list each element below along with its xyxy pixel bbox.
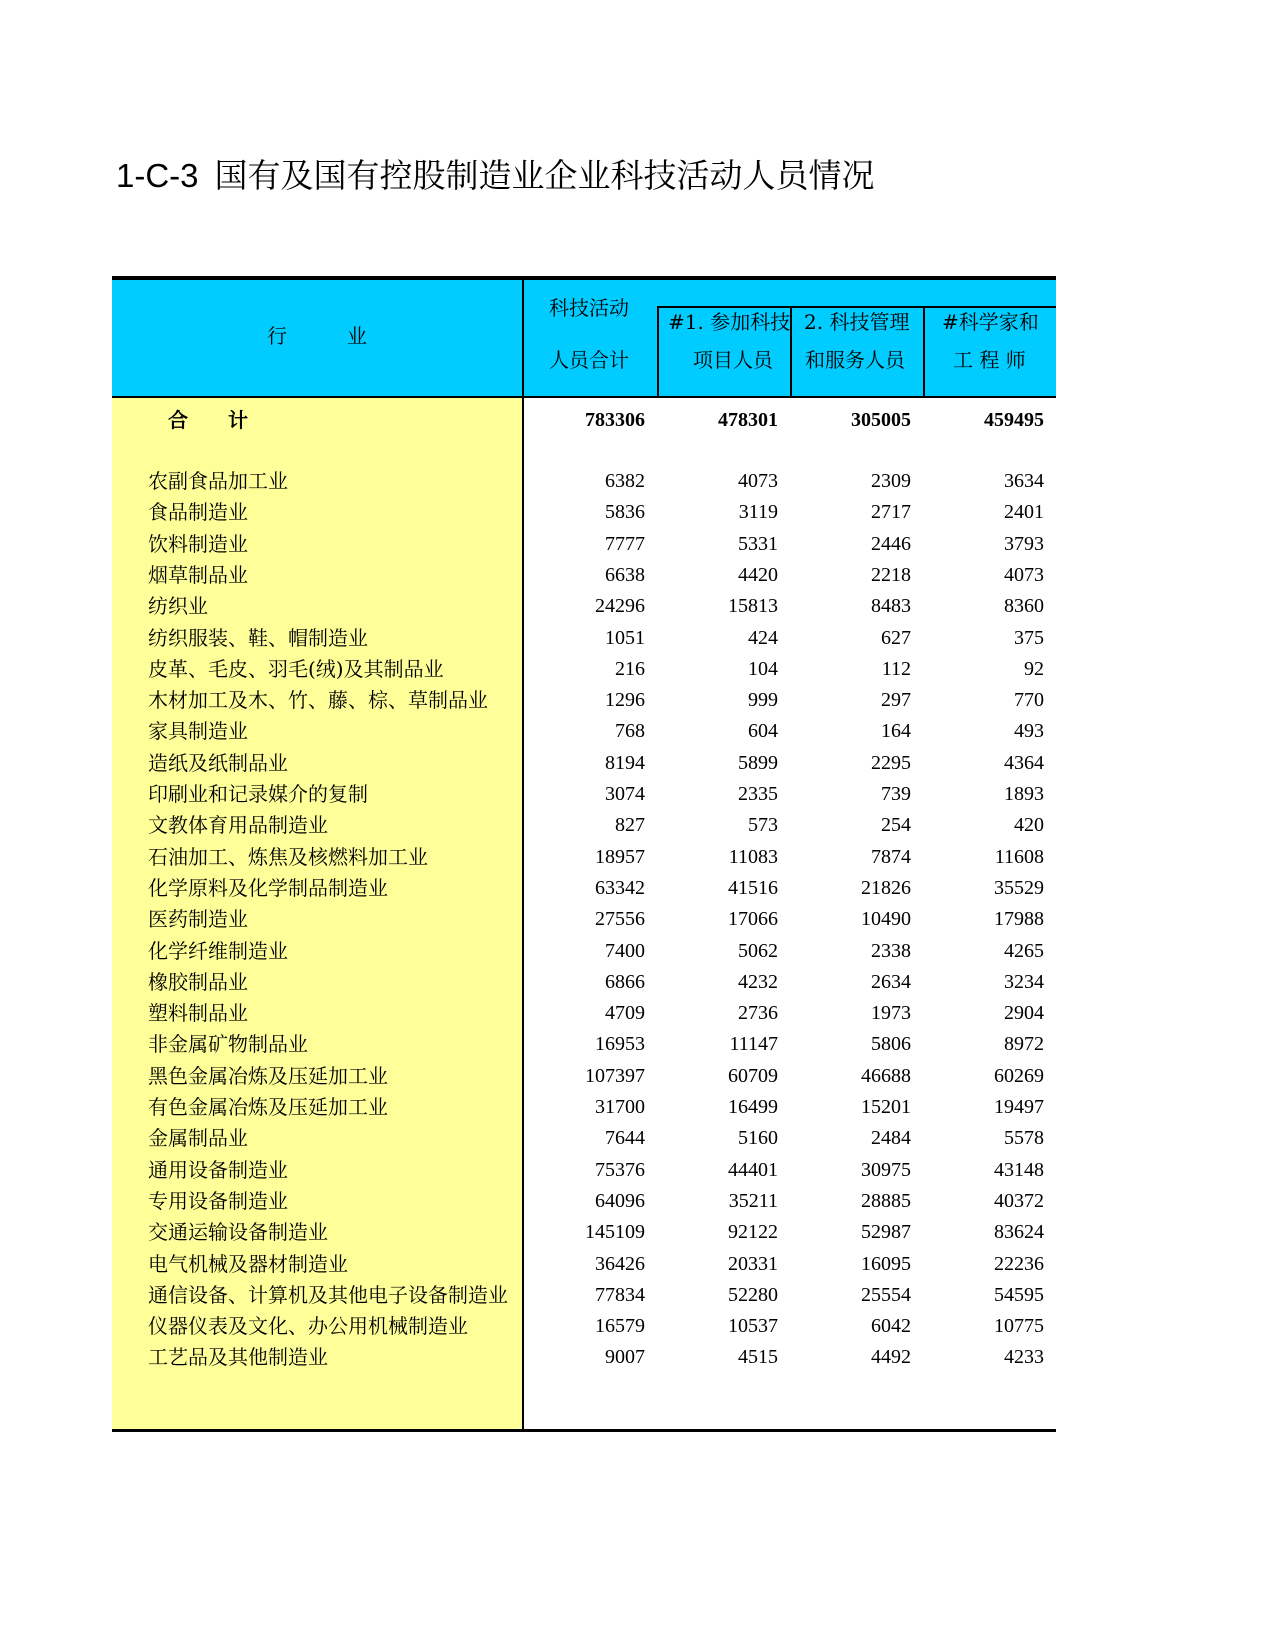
table-row: [112, 967, 1056, 998]
industry-name: 食品制造业: [148, 500, 248, 525]
table-row: [112, 873, 1056, 904]
industry-name: 烟草制品业: [148, 562, 248, 587]
value-col3: 1973: [871, 1002, 911, 1025]
table-row: [112, 1029, 1056, 1060]
value-col2: 424: [748, 626, 778, 649]
value-col1: 7777: [605, 532, 645, 555]
industry-name: 非金属矿物制品业: [148, 1032, 308, 1057]
value-col4: 92: [1024, 657, 1044, 680]
value-col2: 11083: [728, 845, 778, 868]
value-col3: 25554: [861, 1283, 911, 1306]
industry-name: 橡胶制品业: [148, 969, 248, 994]
value-col2: 10537: [728, 1315, 778, 1338]
total-col4: 459495: [984, 409, 1044, 431]
table-row: [112, 1061, 1056, 1092]
industry-name: 有色金属冶炼及压延加工业: [148, 1095, 388, 1119]
value-col4: 43148: [994, 1158, 1044, 1181]
value-col2: 15813: [728, 595, 778, 618]
value-col2: 41516: [728, 876, 778, 899]
value-col1: 36426: [595, 1252, 645, 1275]
table-row: [112, 1342, 1056, 1373]
header-col1-line2: 人员合计: [549, 348, 629, 372]
table-bottom-rule: [112, 1429, 1056, 1432]
table-row: [112, 560, 1056, 591]
table-row: [112, 654, 1056, 685]
value-col3: 46688: [861, 1064, 911, 1087]
value-col3: 627: [881, 626, 911, 649]
header-col4-line1: #科学家和: [942, 310, 1039, 334]
value-col4: 4233: [1004, 1346, 1044, 1369]
industry-name: 石油加工、炼焦及核燃料加工业: [148, 844, 428, 869]
value-col4: 3634: [1004, 470, 1044, 492]
subheader-rule: [657, 306, 1056, 308]
value-col4: 3793: [1004, 532, 1044, 555]
header-col4-line2: 工 程 师: [953, 348, 1026, 372]
value-col2: 604: [748, 720, 778, 743]
value-col2: 573: [748, 814, 778, 837]
table-row: [112, 842, 1056, 873]
header-col3-line1: 2. 科技管理: [804, 310, 910, 334]
value-col4: 4364: [1004, 751, 1044, 774]
table-row: [112, 497, 1056, 528]
industry-name: 皮革、毛皮、羽毛(绒)及其制品业: [148, 656, 444, 681]
industry-name: 工艺品及其他制造业: [148, 1345, 328, 1370]
value-col4: 83624: [994, 1221, 1044, 1244]
value-col4: 2401: [1004, 501, 1044, 524]
value-col2: 2736: [738, 1002, 778, 1025]
value-col1: 107397: [585, 1064, 645, 1087]
table-row: [112, 716, 1056, 747]
header-divider-1: [657, 306, 659, 398]
table-row: [112, 1155, 1056, 1186]
value-col1: 16953: [595, 1033, 645, 1056]
industry-name: 木材加工及木、竹、藤、棕、草制品业: [148, 688, 488, 713]
value-col3: 16095: [861, 1252, 911, 1275]
value-col3: 164: [881, 720, 911, 743]
value-col2: 60709: [728, 1064, 778, 1087]
value-col1: 64096: [595, 1189, 645, 1212]
industry-name: 纺织服装、鞋、帽制造业: [148, 625, 368, 650]
industry-name: 家具制造业: [148, 719, 248, 744]
value-col3: 739: [881, 783, 911, 805]
total-col2: 478301: [718, 409, 778, 431]
header-col3-line2: 和服务人员: [805, 348, 905, 372]
value-col4: 22236: [994, 1252, 1044, 1275]
total-label: 合 计: [168, 408, 248, 432]
value-col3: 21826: [861, 876, 911, 899]
value-col2: 5160: [738, 1127, 778, 1150]
value-col3: 30975: [861, 1158, 911, 1181]
value-col4: 17988: [994, 908, 1044, 931]
value-col4: 493: [1014, 720, 1044, 743]
table-row: [112, 1311, 1056, 1342]
value-col4: 5578: [1004, 1127, 1044, 1150]
value-col4: 11608: [994, 845, 1044, 868]
value-col1: 75376: [595, 1158, 645, 1181]
industry-name: 印刷业和记录媒介的复制: [148, 782, 368, 806]
value-col4: 8360: [1004, 595, 1044, 618]
header-col2-line2: 项目人员: [693, 348, 773, 372]
value-col3: 2484: [871, 1127, 911, 1150]
value-col4: 35529: [994, 876, 1044, 899]
table-row: [112, 591, 1056, 622]
value-col4: 8972: [1004, 1033, 1044, 1056]
value-col3: 15201: [861, 1096, 911, 1118]
value-col4: 4073: [1004, 563, 1044, 586]
value-col3: 28885: [861, 1189, 911, 1212]
value-col1: 1051: [605, 626, 645, 649]
value-col1: 7400: [605, 939, 645, 962]
value-col1: 16579: [595, 1315, 645, 1338]
total-col1: 783306: [585, 409, 645, 431]
value-col4: 770: [1014, 689, 1044, 712]
table-row: [112, 936, 1056, 967]
value-col2: 5062: [738, 939, 778, 962]
value-col2: 4420: [738, 563, 778, 586]
value-col3: 2309: [871, 470, 911, 492]
value-col2: 52280: [728, 1283, 778, 1306]
value-col4: 3234: [1004, 970, 1044, 993]
value-col2: 2335: [738, 783, 778, 805]
value-col1: 6638: [605, 563, 645, 586]
value-col3: 2634: [871, 970, 911, 993]
table-row: [112, 623, 1056, 654]
value-col4: 420: [1014, 814, 1044, 837]
value-col3: 297: [881, 689, 911, 712]
table-row: [112, 904, 1056, 935]
value-col1: 145109: [585, 1221, 645, 1244]
value-col1: 31700: [595, 1096, 645, 1118]
value-col3: 6042: [871, 1315, 911, 1338]
value-col1: 3074: [605, 783, 645, 805]
value-col1: 6866: [605, 970, 645, 993]
value-col2: 4232: [738, 970, 778, 993]
industry-name: 医药制造业: [148, 907, 248, 932]
value-col2: 104: [748, 657, 778, 680]
value-col4: 375: [1014, 626, 1044, 649]
header-divider-3: [923, 306, 925, 398]
table-row: [112, 1217, 1056, 1248]
industry-name: 饮料制造业: [148, 531, 248, 556]
value-col3: 52987: [861, 1221, 911, 1244]
value-col1: 827: [615, 814, 645, 837]
industry-name: 化学原料及化学制品制造业: [148, 875, 388, 900]
table-row: [112, 1249, 1056, 1280]
table-row: [112, 1123, 1056, 1154]
value-col4: 40372: [994, 1189, 1044, 1212]
value-col3: 10490: [861, 908, 911, 931]
table-row: [112, 779, 1056, 810]
table-code: 1-C-3: [116, 157, 199, 194]
value-col2: 44401: [728, 1158, 778, 1181]
header-bottom-rule: [112, 396, 1056, 398]
value-col4: 2904: [1004, 1002, 1044, 1025]
table-row: [112, 810, 1056, 841]
table-row: [112, 748, 1056, 779]
industry-name: 专用设备制造业: [148, 1188, 288, 1213]
value-col1: 1296: [605, 689, 645, 712]
total-row: [112, 405, 1056, 436]
industry-name: 纺织业: [148, 594, 208, 619]
value-col3: 2218: [871, 563, 911, 586]
table-row: [112, 1092, 1056, 1123]
value-col2: 92122: [728, 1221, 778, 1244]
header-industry: 行 业: [267, 324, 367, 348]
industry-name: 电气机械及器材制造业: [148, 1251, 348, 1276]
value-col2: 999: [748, 689, 778, 712]
value-col3: 8483: [871, 595, 911, 618]
value-col3: 2446: [871, 532, 911, 555]
industry-name: 化学纤维制造业: [148, 938, 288, 963]
industry-name: 金属制品业: [148, 1126, 248, 1151]
value-col4: 10775: [994, 1315, 1044, 1338]
value-col3: 112: [881, 657, 911, 680]
value-col2: 11147: [729, 1033, 778, 1056]
industry-name: 通信设备、计算机及其他电子设备制造业: [148, 1282, 508, 1307]
industry-name: 文教体育用品制造业: [148, 813, 328, 838]
value-col4: 1893: [1004, 783, 1044, 805]
value-col3: 5806: [871, 1033, 911, 1056]
value-col1: 9007: [605, 1346, 645, 1369]
value-col1: 5836: [605, 501, 645, 524]
table-title-text: 国有及国有控股制造业企业科技活动人员情况: [214, 156, 875, 195]
header-divider-2: [790, 306, 792, 398]
value-col2: 35211: [728, 1189, 778, 1212]
header-col1-line1: 科技活动: [549, 296, 629, 320]
table-row: [112, 1280, 1056, 1311]
industry-name: 造纸及纸制品业: [148, 750, 288, 775]
value-col3: 4492: [871, 1346, 911, 1369]
value-col1: 216: [615, 657, 645, 680]
table-top-rule: [112, 276, 1056, 280]
page-title: [116, 156, 875, 196]
value-col1: 7644: [605, 1127, 645, 1150]
industry-name: 塑料制品业: [148, 1001, 248, 1026]
value-col2: 5331: [738, 532, 778, 555]
total-col3: 305005: [851, 409, 911, 431]
table-row: [112, 998, 1056, 1029]
value-col4: 4265: [1004, 939, 1044, 962]
value-col2: 5899: [738, 751, 778, 774]
value-col3: 2295: [871, 751, 911, 774]
value-col2: 4515: [738, 1346, 778, 1369]
value-col3: 2338: [871, 939, 911, 962]
value-col1: 4709: [605, 1002, 645, 1025]
value-col1: 18957: [595, 845, 645, 868]
value-col2: 3119: [738, 501, 778, 524]
table-row: [112, 685, 1056, 716]
value-col4: 19497: [994, 1096, 1044, 1118]
data-table: [112, 276, 1056, 1432]
value-col1: 768: [615, 720, 645, 743]
value-col1: 8194: [605, 751, 645, 774]
industry-name: 农副食品加工业: [148, 469, 288, 493]
industry-name: 通用设备制造业: [148, 1157, 288, 1182]
value-col2: 4073: [738, 470, 778, 492]
value-col3: 2717: [871, 501, 911, 524]
value-col4: 60269: [994, 1064, 1044, 1087]
value-col1: 77834: [595, 1283, 645, 1306]
value-col1: 27556: [595, 908, 645, 931]
value-col2: 16499: [728, 1096, 778, 1118]
value-col4: 54595: [994, 1283, 1044, 1306]
value-col1: 63342: [595, 876, 645, 899]
value-col1: 6382: [605, 470, 645, 492]
table-row: [112, 1186, 1056, 1217]
industry-name: 交通运输设备制造业: [148, 1220, 328, 1245]
table-header-band: [112, 276, 1056, 398]
value-col1: 24296: [595, 595, 645, 618]
table-row: [112, 529, 1056, 560]
industry-name: 黑色金属冶炼及压延加工业: [148, 1063, 388, 1088]
value-col3: 7874: [871, 845, 911, 868]
industry-name: 仪器仪表及文化、办公用机械制造业: [148, 1314, 468, 1339]
header-col2-line1: #1. 参加科技: [668, 310, 791, 334]
value-col2: 20331: [728, 1252, 778, 1275]
table-row: [112, 466, 1056, 497]
value-col3: 254: [881, 814, 911, 837]
value-col2: 17066: [728, 908, 778, 931]
